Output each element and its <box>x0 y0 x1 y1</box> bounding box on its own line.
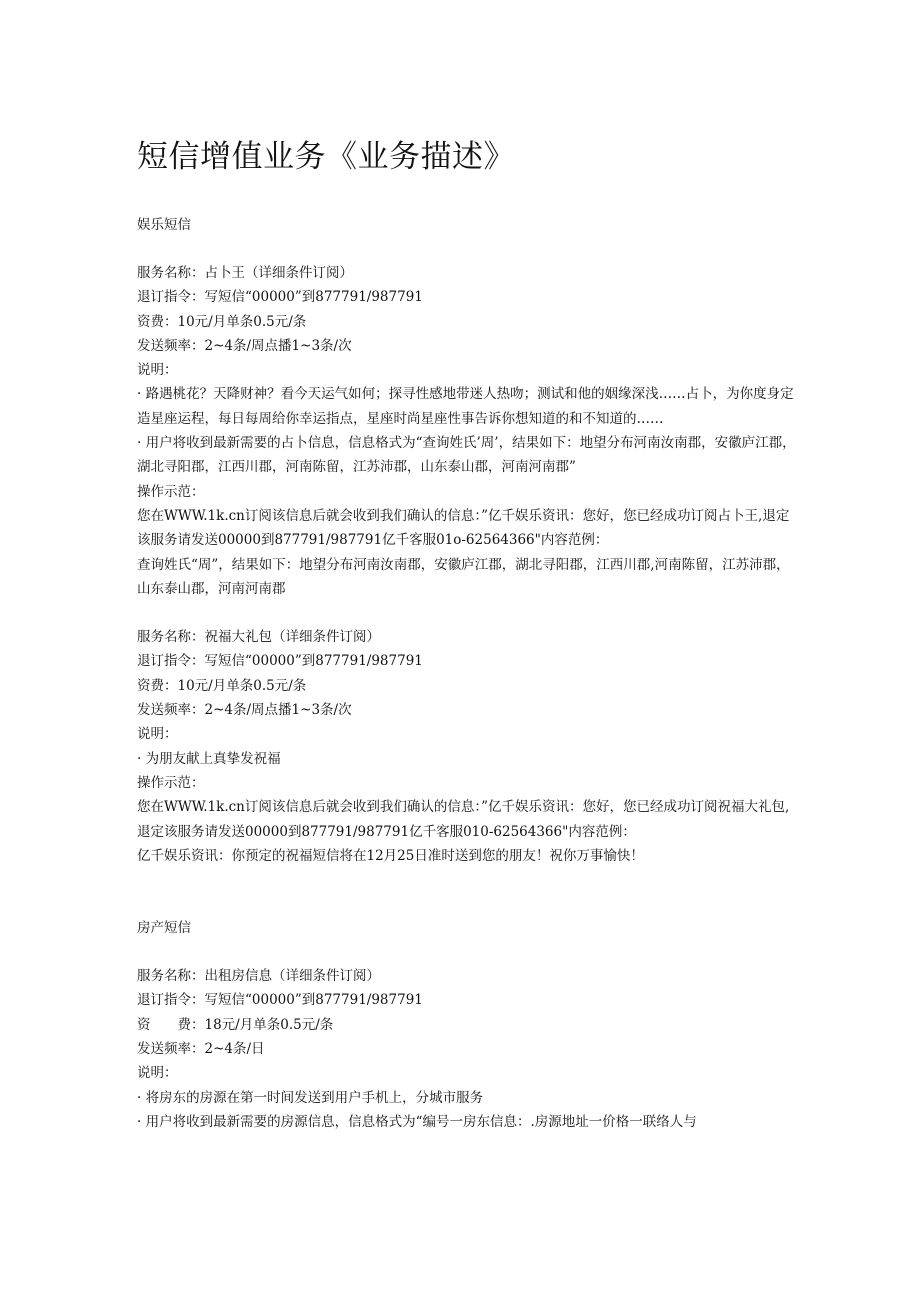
example-label: 操作示范： <box>137 774 205 791</box>
service-name: 服务名称：祝福大礼包（详细条件订阅） <box>137 629 380 646</box>
example-label: 操作示范： <box>137 483 205 500</box>
description-bullet: · 将房东的房源在第一时间发送到用户手机上，分城市服务 <box>137 1089 484 1106</box>
category-heading-entertainment: 娱乐短信 <box>137 217 191 233</box>
category-heading-real-estate: 房产短信 <box>137 920 191 937</box>
description-bullet: · 为朋友献上真挚发祝福 <box>137 750 281 767</box>
service-name: 服务名称：占卜王（详细条件订阅） <box>137 265 353 281</box>
example-text: 您在WWW.1k.cn订阅该信息后就会收到我们确认的信息：”亿千娱乐资讯：您好，您已经成功订阅祝福大礼包,退定该服务请发送00000到877791/987791亿千客服010-62564366"内容范例： <box>137 799 790 840</box>
page-title: 短信增值业务《业务描述》 <box>137 139 515 175</box>
fee: 资费：10元/月单条0.5元/条 <box>137 677 307 694</box>
description-label: 说明： <box>137 726 178 743</box>
example-text: 亿千娱乐资讯：你预定的祝福短信将在12月25日准时送到您的朋友！祝你万事愉快！ <box>137 847 644 864</box>
example-text: 查询姓氏“周”，结果如下：地望分布河南汝南郡，安徽庐江郡，湖北寻阳郡，江西川郡,河南陈留，江苏沛郡，山东泰山郡，河南河南郡 <box>137 556 790 597</box>
send-frequency: 发送频率：2~4条/日 <box>137 1041 265 1058</box>
description-bullet: · 路遇桃花？天降财神？看今天运气如何；探寻性感地带迷人热吻；测试和他的姻缘深浅……占卜，为你度身定造星座运程，每日每周给你幸运指点，星座时尚星座性事告诉你想知道的和不知道的…… <box>137 386 794 427</box>
unsubscribe-command: 退订指令：写短信“00000”到877791/987791 <box>137 653 423 670</box>
description-bullet: · 用户将收到最新需要的占卜信息，信息格式为“查询姓氏’周’，结果如下：地望分布河南汝南郡，安徽庐江郡，湖北寻阳郡，江西川郡，河南陈留，江苏沛郡，山东泰山郡，河南河南郡” <box>137 435 796 476</box>
fee: 资 费：18元/月单条0.5元/条 <box>137 1016 334 1033</box>
example-text: 您在WWW.1k.cn订阅该信息后就会收到我们确认的信息：”亿千娱乐资讯：您好，您已经成功订阅占卜王,退定该服务请发送00000到877791/987791亿千客服01o-62564366"内容范例： <box>137 507 790 549</box>
description-bullet: · 用户将收到最新需要的房源信息，信息格式为“编号一房东信息：.房源地址一价格一联络人与 <box>137 1113 697 1130</box>
unsubscribe-command: 退订指令：写短信“00000”到877791/987791 <box>137 992 423 1009</box>
document-page <box>137 135 797 1134</box>
description-label: 说明： <box>137 1065 178 1082</box>
send-frequency: 发送频率：2~4条/周点播1~3条/次 <box>137 702 352 719</box>
service-name: 服务名称：出租房信息（详细条件订阅） <box>137 968 380 985</box>
send-frequency: 发送频率：2~4条/周点播1~3条/次 <box>137 337 352 354</box>
unsubscribe-command: 退订指令：写短信“00000”到877791/987791 <box>137 289 423 306</box>
fee: 资费：10元/月单条0.5元/条 <box>137 313 307 330</box>
description-label: 说明： <box>137 362 178 379</box>
